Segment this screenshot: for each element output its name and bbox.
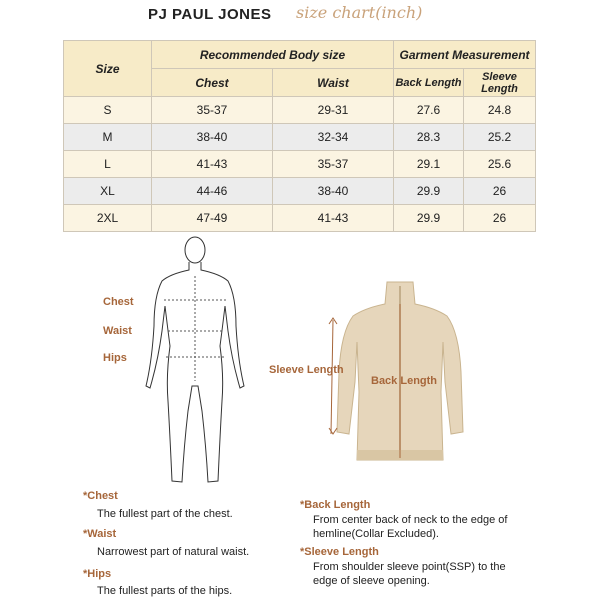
sweater-image <box>325 272 475 472</box>
chest-cell: 35-37 <box>152 97 273 124</box>
chest-label: Chest <box>103 296 134 308</box>
back-length-cell: 29.9 <box>394 205 464 232</box>
chest-cell: 41-43 <box>152 151 273 178</box>
table-row <box>64 151 536 178</box>
chest-cell: 38-40 <box>152 124 273 151</box>
table-row <box>64 178 536 205</box>
back-length-cell: 29.9 <box>394 178 464 205</box>
sleeve-length-cell: 25.2 <box>464 124 536 151</box>
waist-note-desc: Narrowest part of natural waist. <box>97 546 250 558</box>
size-header: Size <box>64 41 152 97</box>
size-chart-subtitle: size chart(inch) <box>296 3 423 22</box>
table-row <box>64 97 536 124</box>
sleeve-length-cell: 24.8 <box>464 97 536 124</box>
waist-note-title: *Waist <box>83 528 117 540</box>
table-row <box>64 205 536 232</box>
chest-cell: 47-49 <box>152 205 273 232</box>
hips-note-title: *Hips <box>83 568 112 580</box>
sleeve-length-cell: 25.6 <box>464 151 536 178</box>
body-figure <box>140 236 250 491</box>
garment-group-header: Garment Measurement <box>394 41 536 69</box>
waist-cell: 29-31 <box>273 97 394 124</box>
chest-note-title: *Chest <box>83 490 118 502</box>
size-cell: S <box>64 97 152 124</box>
size-cell: M <box>64 124 152 151</box>
back-length-note-title: *Back Length <box>300 499 371 511</box>
back-length-cell: 28.3 <box>394 124 464 151</box>
sleeve-length-label: Sleeve Length <box>269 364 344 376</box>
waist-cell: 41-43 <box>273 205 394 232</box>
chest-cell: 44-46 <box>152 178 273 205</box>
back-length-note-desc: From center back of neck to the edge of hemline(Collar Excluded). <box>313 514 508 540</box>
waist-cell: 35-37 <box>273 151 394 178</box>
body-size-group-header: Recommended Body size <box>152 41 394 69</box>
chest-note-desc: The fullest part of the chest. <box>97 508 233 520</box>
chest-col-header: Chest <box>152 69 273 97</box>
waist-col-header: Waist <box>273 69 394 97</box>
hips-note-desc: The fullest parts of the hips. <box>97 585 233 597</box>
back-length-col-header: Back Length <box>394 69 464 97</box>
waist-cell: 38-40 <box>273 178 394 205</box>
size-table <box>63 40 536 232</box>
table-row <box>64 124 536 151</box>
back-length-cell: 27.6 <box>394 97 464 124</box>
waist-label: Waist <box>103 325 132 337</box>
brand-title: PJ PAUL JONES <box>148 6 272 23</box>
sleeve-length-cell: 26 <box>464 205 536 232</box>
size-cell: L <box>64 151 152 178</box>
sleeve-length-note-title: *Sleeve Length <box>300 546 379 558</box>
size-cell: 2XL <box>64 205 152 232</box>
sleeve-length-col-header: Sleeve Length <box>464 69 536 97</box>
back-length-label: Back Length <box>371 375 438 387</box>
back-length-cell: 29.1 <box>394 151 464 178</box>
hips-label: Hips <box>103 352 127 364</box>
size-cell: XL <box>64 178 152 205</box>
sleeve-length-cell: 26 <box>464 178 536 205</box>
waist-cell: 32-34 <box>273 124 394 151</box>
sleeve-length-note-desc: From shoulder sleeve point(SSP) to the edge of sleeve opening. <box>313 561 506 587</box>
